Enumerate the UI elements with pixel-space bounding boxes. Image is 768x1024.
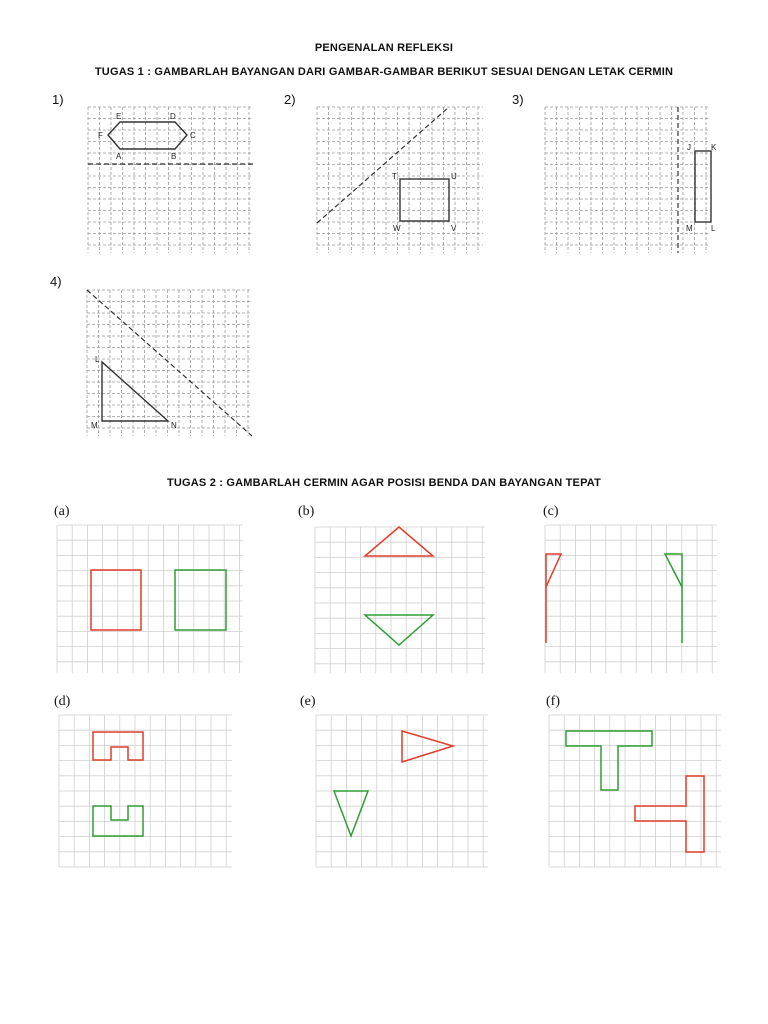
point-label-n: N <box>171 421 177 430</box>
task2-label-e: (e) <box>300 694 316 709</box>
task2-figure-a <box>57 525 243 673</box>
point-label-t: T <box>392 172 397 181</box>
image-square <box>175 570 226 630</box>
point-label-c: C <box>190 131 196 140</box>
point-label-l: L <box>711 224 716 233</box>
point-label-a: A <box>116 152 122 161</box>
task1-figure2 <box>317 107 483 253</box>
task2-label-d: (d) <box>54 694 71 709</box>
solid-grid <box>59 715 232 867</box>
page-title: PENGENALAN REFLEKSI <box>314 42 454 54</box>
square-shape <box>400 179 449 221</box>
task1-item4-number: 4) <box>50 274 62 289</box>
task2-figure-b <box>315 527 485 673</box>
image-flag <box>665 554 682 643</box>
point-label-m: M <box>686 224 693 233</box>
point-label-d: D <box>170 112 176 121</box>
task1-figure1 <box>88 107 253 253</box>
rectangle-shape <box>695 151 711 222</box>
object-flag <box>546 554 561 643</box>
task1-figure3 <box>545 107 717 253</box>
mirror-line <box>317 107 449 223</box>
mirror-line <box>87 290 252 436</box>
task2-figure-f <box>549 715 721 867</box>
solid-grid <box>549 715 721 867</box>
task2-label-b: (b) <box>298 504 315 519</box>
task2-figure-c <box>545 525 717 673</box>
point-label-j: J <box>687 143 691 152</box>
solid-grid <box>57 525 243 673</box>
task2-label-f: (f) <box>546 694 560 709</box>
task1-figure4 <box>87 290 252 436</box>
hexagon-shape <box>108 122 187 149</box>
object-square <box>91 570 141 630</box>
solid-grid <box>315 527 485 673</box>
object-shape <box>93 732 143 760</box>
point-label-v: V <box>451 224 457 233</box>
task1-item2-number: 2) <box>284 92 296 107</box>
task2-heading: TUGAS 2 : GAMBARLAH CERMIN AGAR POSISI BENDA DAN BAYANGAN TEPAT <box>166 477 602 489</box>
solid-grid <box>545 525 717 673</box>
image-triangle <box>365 615 433 645</box>
object-t-shape <box>635 776 704 852</box>
task2-label-a: (a) <box>54 504 70 519</box>
task1-heading: TUGAS 1 : GAMBARLAH BAYANGAN DARI GAMBAR-GAMBAR BERIKUT SESUAI DENGAN LETAK CERMIN <box>94 66 674 78</box>
task1-item1-number: 1) <box>52 92 64 107</box>
object-triangle <box>402 731 453 762</box>
task2-figure-e <box>316 715 488 867</box>
image-triangle <box>334 791 368 836</box>
point-label-f: F <box>98 131 103 140</box>
task2-figure-d <box>59 715 232 867</box>
point-label-u: U <box>451 172 457 181</box>
task1-item3-number: 3) <box>512 92 524 107</box>
point-label-k: K <box>711 143 717 152</box>
point-label-m: M <box>91 421 98 430</box>
object-triangle <box>365 527 433 556</box>
point-label-e: E <box>116 112 122 121</box>
point-label-l: L <box>95 355 100 364</box>
task2-label-c: (c) <box>543 504 559 519</box>
point-label-w: W <box>393 224 401 233</box>
point-label-b: B <box>171 152 177 161</box>
